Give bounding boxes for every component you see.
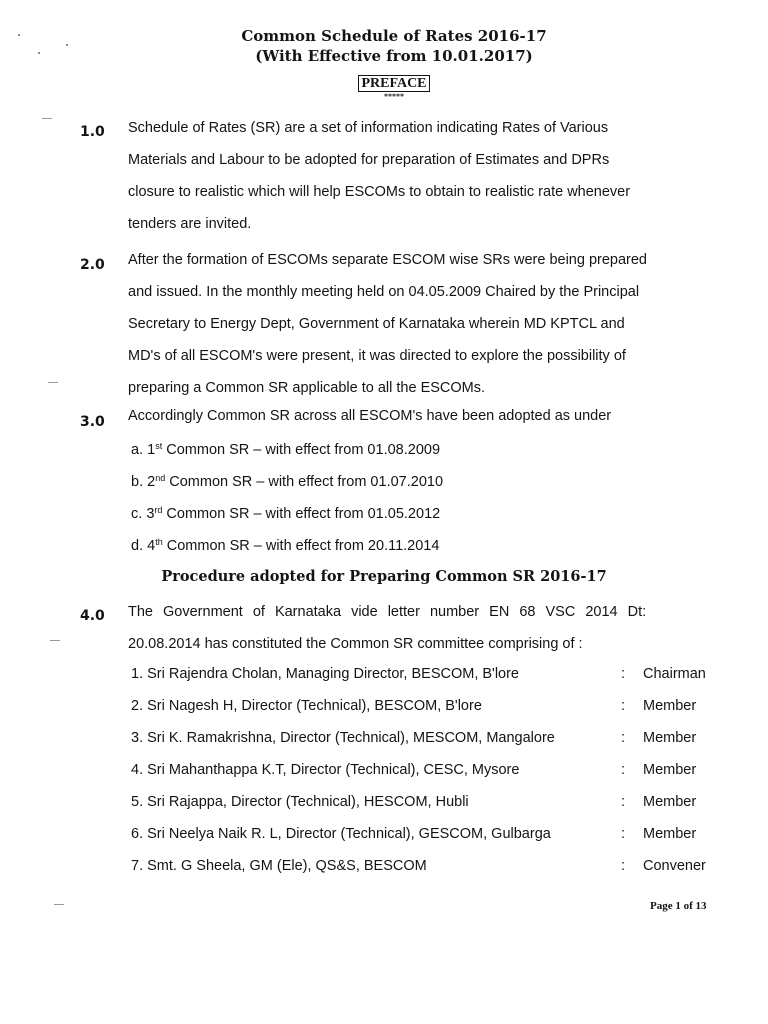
paragraph-line: and issued. In the monthly meeting held on 04.05.2009 Chaired by the Principal [128,284,640,300]
member-role: Member [643,698,697,714]
list-text: Common SR – with effect from 01.07.2010 [165,474,444,490]
committee-member-row [131,698,721,714]
ordinal-number: 4 [147,538,156,554]
paragraph-line: MD's of all ESCOM's were present, it was directed to explore the possibility of [128,348,626,364]
section-number-3: 3.0 [80,414,105,430]
member-name: Sri Neelya Naik R. L, Director (Technical), GESCOM, Gulbarga [147,826,551,842]
member-role: Member [643,794,697,810]
member-role: Chairman [643,666,706,682]
procedure-heading: Procedure adopted for Preparing Common SR 2016-17 [161,568,607,585]
ordinal-suffix: rd [154,505,163,515]
ordinal-number: 2 [147,474,156,490]
member-name: Sri Rajendra Cholan, Managing Director, BESCOM, B'lore [147,666,519,682]
paragraph-line: Schedule of Rates (SR) are a set of information indicating Rates of Various [128,120,609,136]
list-text: Common SR – with effect from 01.05.2012 [162,506,441,522]
paragraph-line: preparing a Common SR applicable to all the ESCOMs. [128,380,486,396]
member-number: 6. [131,826,144,842]
member-separator: : [621,826,626,842]
member-separator: : [621,858,626,874]
section-2-paragraph [128,244,708,404]
member-number: 4. [131,762,144,778]
list-item [131,505,440,522]
committee-member-row [131,858,721,874]
list-item [131,537,439,554]
member-name: Sri K. Ramakrishna, Director (Technical), MESCOM, Mangalore [147,730,555,746]
member-separator: : [621,762,626,778]
list-marker: c. [131,506,143,522]
page-number: Page 1 of 13 [650,900,707,912]
ordinal-suffix: st [155,441,163,451]
list-text: Common SR – with effect from 01.08.2009 [162,442,441,458]
member-role: Member [643,762,697,778]
ordinal-number: 3 [146,506,155,522]
preface-stars: ***** [384,92,404,101]
list-text: Common SR – with effect from 20.11.2014 [162,538,440,554]
list-marker: d. [131,538,144,554]
list-marker: a. [131,442,144,458]
paragraph-line: tenders are invited. [128,216,252,232]
committee-member-row [131,730,721,746]
paragraph-line: closure to realistic which will help ESCOMs to obtain to realistic rate whenever [128,184,631,200]
section-number-2: 2.0 [80,257,105,273]
member-separator: : [621,666,626,682]
committee-member-row [131,794,721,810]
member-number: 3. [131,730,144,746]
member-number: 2. [131,698,144,714]
scan-mark [50,640,60,641]
paragraph-line: The Government of Karnataka vide letter number EN 68 VSC 2014 Dt: [128,604,647,620]
section-number-4: 4.0 [80,608,105,624]
title-block [0,26,768,102]
ordinal-number: 1 [147,442,156,458]
document-subtitle: (With Effective from 10.01.2017) [255,47,533,65]
list-item [131,441,440,458]
member-role: Member [643,826,697,842]
committee-member-row [131,826,721,842]
paragraph-line: After the formation of ESCOMs separate ESCOM wise SRs were being prepared [128,252,647,268]
ordinal-suffix: nd [155,473,166,483]
scan-mark [42,118,52,119]
member-name: Sri Mahanthappa K.T, Director (Technical), CESC, Mysore [147,762,520,778]
section-number-1: 1.0 [80,124,105,140]
member-number: 5. [131,794,144,810]
member-name: Sri Nagesh H, Director (Technical), BESCOM, B'lore [147,698,482,714]
member-number: 1. [131,666,144,682]
paragraph-line: 20.08.2014 has constituted the Common SR committee comprising of : [128,636,583,652]
document-title: Common Schedule of Rates 2016-17 [241,27,547,45]
committee-member-row [131,762,721,778]
member-name: Smt. G Sheela, GM (Ele), QS&S, BESCOM [147,858,427,874]
preface-label: PREFACE [358,75,429,92]
section-1-paragraph [128,112,708,240]
member-number: 7. [131,858,144,874]
scan-mark [54,904,64,905]
list-marker: b. [131,474,144,490]
member-separator: : [621,794,626,810]
ordinal-suffix: th [155,537,163,547]
member-role: Convener [643,858,706,874]
list-item [131,473,443,490]
paragraph-line: Materials and Labour to be adopted for preparation of Estimates and DPRs [128,152,610,168]
member-name: Sri Rajappa, Director (Technical), HESCOM, Hubli [147,794,469,810]
paragraph-line: Accordingly Common SR across all ESCOM's have been adopted as under [128,408,612,424]
member-separator: : [621,698,626,714]
member-role: Member [643,730,697,746]
paragraph-line: Secretary to Energy Dept, Government of Karnataka wherein MD KPTCL and [128,316,625,332]
member-separator: : [621,730,626,746]
section-4-paragraph [128,596,708,660]
committee-member-row [131,666,721,682]
section-3-paragraph [128,400,708,432]
scan-mark [48,382,58,383]
